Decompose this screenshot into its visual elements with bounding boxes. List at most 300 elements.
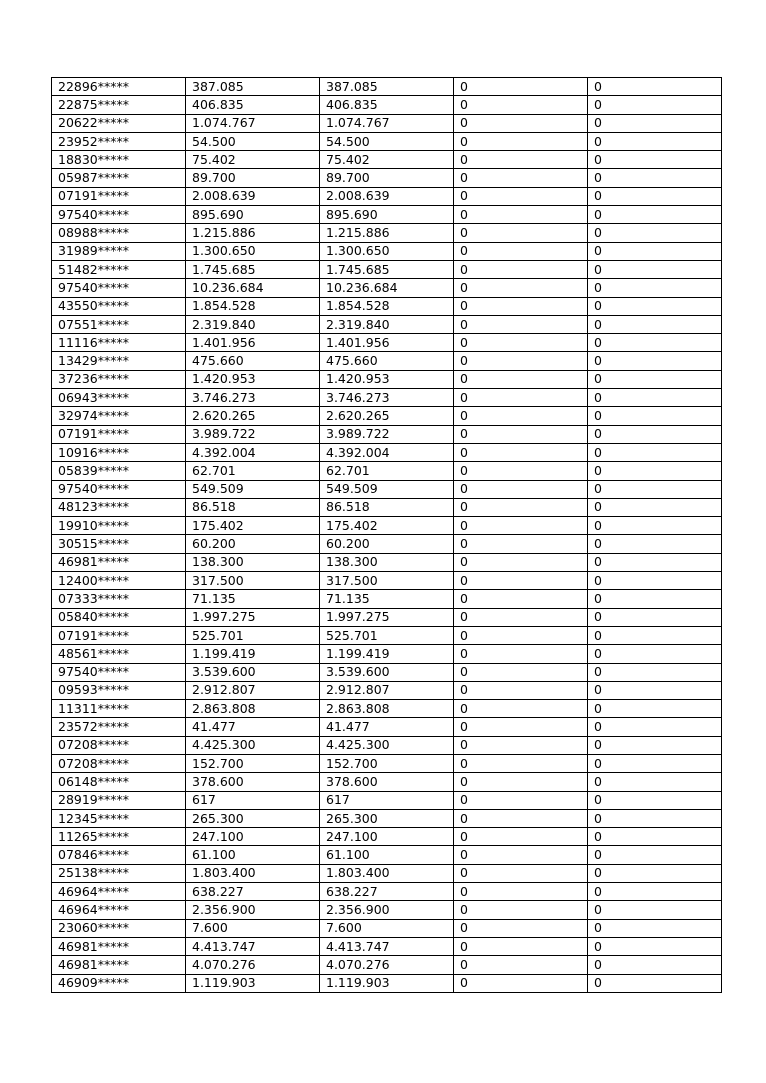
zero-cell-a: 0 xyxy=(454,956,588,974)
amount-repeat-cell: 2.319.840 xyxy=(320,315,454,333)
amount-cell: 1.199.419 xyxy=(186,645,320,663)
zero-cell-a: 0 xyxy=(454,206,588,224)
zero-cell-a: 0 xyxy=(454,718,588,736)
amount-repeat-cell: 3.539.600 xyxy=(320,663,454,681)
amount-cell: 2.912.807 xyxy=(186,681,320,699)
table-row xyxy=(52,883,722,901)
id-cell: 46981***** xyxy=(52,956,186,974)
amount-repeat-cell: 1.119.903 xyxy=(320,974,454,992)
zero-cell-b: 0 xyxy=(588,883,722,901)
amount-repeat-cell: 2.912.807 xyxy=(320,681,454,699)
amount-cell: 1.300.650 xyxy=(186,242,320,260)
amount-repeat-cell: 1.300.650 xyxy=(320,242,454,260)
table-row xyxy=(52,425,722,443)
amount-cell: 4.070.276 xyxy=(186,956,320,974)
zero-cell-b: 0 xyxy=(588,224,722,242)
amount-repeat-cell: 4.070.276 xyxy=(320,956,454,974)
id-cell: 07208***** xyxy=(52,736,186,754)
data-table xyxy=(51,77,722,993)
zero-cell-b: 0 xyxy=(588,754,722,772)
amount-cell: 3.539.600 xyxy=(186,663,320,681)
amount-repeat-cell: 1.215.886 xyxy=(320,224,454,242)
table-row xyxy=(52,754,722,772)
zero-cell-b: 0 xyxy=(588,956,722,974)
zero-cell-b: 0 xyxy=(588,590,722,608)
amount-repeat-cell: 638.227 xyxy=(320,883,454,901)
id-cell: 25138***** xyxy=(52,864,186,882)
zero-cell-a: 0 xyxy=(454,681,588,699)
table-row xyxy=(52,572,722,590)
zero-cell-b: 0 xyxy=(588,535,722,553)
id-cell: 07191***** xyxy=(52,187,186,205)
zero-cell-a: 0 xyxy=(454,846,588,864)
zero-cell-a: 0 xyxy=(454,224,588,242)
zero-cell-a: 0 xyxy=(454,480,588,498)
zero-cell-b: 0 xyxy=(588,352,722,370)
table-row xyxy=(52,224,722,242)
amount-cell: 475.660 xyxy=(186,352,320,370)
zero-cell-a: 0 xyxy=(454,700,588,718)
zero-cell-b: 0 xyxy=(588,389,722,407)
amount-cell: 1.803.400 xyxy=(186,864,320,882)
table-row xyxy=(52,809,722,827)
zero-cell-a: 0 xyxy=(454,279,588,297)
table-row xyxy=(52,773,722,791)
id-cell: 20622***** xyxy=(52,114,186,132)
id-cell: 48123***** xyxy=(52,498,186,516)
zero-cell-a: 0 xyxy=(454,572,588,590)
zero-cell-a: 0 xyxy=(454,608,588,626)
zero-cell-a: 0 xyxy=(454,901,588,919)
zero-cell-b: 0 xyxy=(588,334,722,352)
amount-repeat-cell: 265.300 xyxy=(320,809,454,827)
amount-repeat-cell: 2.356.900 xyxy=(320,901,454,919)
table-row xyxy=(52,462,722,480)
id-cell: 32974***** xyxy=(52,407,186,425)
amount-repeat-cell: 317.500 xyxy=(320,572,454,590)
amount-cell: 3.746.273 xyxy=(186,389,320,407)
table-row xyxy=(52,700,722,718)
id-cell: 51482***** xyxy=(52,260,186,278)
amount-repeat-cell: 378.600 xyxy=(320,773,454,791)
amount-repeat-cell: 152.700 xyxy=(320,754,454,772)
id-cell: 46981***** xyxy=(52,553,186,571)
id-cell: 23572***** xyxy=(52,718,186,736)
zero-cell-a: 0 xyxy=(454,151,588,169)
table-row xyxy=(52,132,722,150)
amount-cell: 1.074.767 xyxy=(186,114,320,132)
id-cell: 12345***** xyxy=(52,809,186,827)
id-cell: 46964***** xyxy=(52,883,186,901)
amount-repeat-cell: 895.690 xyxy=(320,206,454,224)
amount-repeat-cell: 1.401.956 xyxy=(320,334,454,352)
amount-repeat-cell: 549.509 xyxy=(320,480,454,498)
amount-repeat-cell: 1.803.400 xyxy=(320,864,454,882)
id-cell: 19910***** xyxy=(52,517,186,535)
zero-cell-a: 0 xyxy=(454,663,588,681)
zero-cell-b: 0 xyxy=(588,242,722,260)
zero-cell-b: 0 xyxy=(588,700,722,718)
table-row xyxy=(52,864,722,882)
zero-cell-a: 0 xyxy=(454,297,588,315)
zero-cell-a: 0 xyxy=(454,919,588,937)
table-row xyxy=(52,828,722,846)
table-row xyxy=(52,956,722,974)
table-row xyxy=(52,279,722,297)
amount-repeat-cell: 1.745.685 xyxy=(320,260,454,278)
id-cell: 07333***** xyxy=(52,590,186,608)
amount-repeat-cell: 71.135 xyxy=(320,590,454,608)
zero-cell-a: 0 xyxy=(454,187,588,205)
zero-cell-a: 0 xyxy=(454,114,588,132)
zero-cell-a: 0 xyxy=(454,352,588,370)
amount-cell: 1.401.956 xyxy=(186,334,320,352)
zero-cell-b: 0 xyxy=(588,114,722,132)
amount-repeat-cell: 406.835 xyxy=(320,96,454,114)
amount-repeat-cell: 247.100 xyxy=(320,828,454,846)
zero-cell-b: 0 xyxy=(588,718,722,736)
id-cell: 11116***** xyxy=(52,334,186,352)
zero-cell-b: 0 xyxy=(588,864,722,882)
amount-cell: 41.477 xyxy=(186,718,320,736)
id-cell: 30515***** xyxy=(52,535,186,553)
table-row xyxy=(52,553,722,571)
zero-cell-b: 0 xyxy=(588,919,722,937)
amount-cell: 1.854.528 xyxy=(186,297,320,315)
table-row xyxy=(52,736,722,754)
amount-cell: 7.600 xyxy=(186,919,320,937)
zero-cell-b: 0 xyxy=(588,681,722,699)
zero-cell-b: 0 xyxy=(588,96,722,114)
id-cell: 06943***** xyxy=(52,389,186,407)
zero-cell-a: 0 xyxy=(454,78,588,96)
id-cell: 31989***** xyxy=(52,242,186,260)
amount-repeat-cell: 89.700 xyxy=(320,169,454,187)
id-cell: 05987***** xyxy=(52,169,186,187)
table-row xyxy=(52,407,722,425)
table-row xyxy=(52,114,722,132)
id-cell: 97540***** xyxy=(52,480,186,498)
zero-cell-b: 0 xyxy=(588,901,722,919)
amount-cell: 549.509 xyxy=(186,480,320,498)
amount-cell: 378.600 xyxy=(186,773,320,791)
table-row xyxy=(52,517,722,535)
amount-repeat-cell: 10.236.684 xyxy=(320,279,454,297)
id-cell: 22896***** xyxy=(52,78,186,96)
table-row xyxy=(52,187,722,205)
amount-repeat-cell: 1.074.767 xyxy=(320,114,454,132)
zero-cell-a: 0 xyxy=(454,498,588,516)
amount-repeat-cell: 86.518 xyxy=(320,498,454,516)
id-cell: 12400***** xyxy=(52,572,186,590)
amount-cell: 61.100 xyxy=(186,846,320,864)
amount-repeat-cell: 525.701 xyxy=(320,626,454,644)
amount-cell: 2.008.639 xyxy=(186,187,320,205)
id-cell: 08988***** xyxy=(52,224,186,242)
zero-cell-b: 0 xyxy=(588,462,722,480)
id-cell: 11265***** xyxy=(52,828,186,846)
table-row xyxy=(52,901,722,919)
zero-cell-a: 0 xyxy=(454,169,588,187)
amount-cell: 60.200 xyxy=(186,535,320,553)
table-row xyxy=(52,791,722,809)
zero-cell-b: 0 xyxy=(588,78,722,96)
id-cell: 97540***** xyxy=(52,279,186,297)
amount-repeat-cell: 3.746.273 xyxy=(320,389,454,407)
zero-cell-a: 0 xyxy=(454,242,588,260)
table-row xyxy=(52,96,722,114)
zero-cell-b: 0 xyxy=(588,809,722,827)
amount-cell: 10.236.684 xyxy=(186,279,320,297)
zero-cell-a: 0 xyxy=(454,864,588,882)
table-row xyxy=(52,443,722,461)
zero-cell-b: 0 xyxy=(588,169,722,187)
zero-cell-b: 0 xyxy=(588,297,722,315)
amount-cell: 1.745.685 xyxy=(186,260,320,278)
amount-repeat-cell: 1.199.419 xyxy=(320,645,454,663)
table-row xyxy=(52,169,722,187)
id-cell: 07846***** xyxy=(52,846,186,864)
zero-cell-b: 0 xyxy=(588,260,722,278)
amount-repeat-cell: 41.477 xyxy=(320,718,454,736)
amount-repeat-cell: 175.402 xyxy=(320,517,454,535)
amount-cell: 895.690 xyxy=(186,206,320,224)
zero-cell-a: 0 xyxy=(454,883,588,901)
id-cell: 07551***** xyxy=(52,315,186,333)
amount-cell: 2.319.840 xyxy=(186,315,320,333)
amount-repeat-cell: 4.392.004 xyxy=(320,443,454,461)
zero-cell-b: 0 xyxy=(588,370,722,388)
zero-cell-b: 0 xyxy=(588,773,722,791)
zero-cell-a: 0 xyxy=(454,590,588,608)
amount-cell: 54.500 xyxy=(186,132,320,150)
zero-cell-a: 0 xyxy=(454,626,588,644)
zero-cell-a: 0 xyxy=(454,754,588,772)
id-cell: 18830***** xyxy=(52,151,186,169)
zero-cell-a: 0 xyxy=(454,535,588,553)
amount-repeat-cell: 62.701 xyxy=(320,462,454,480)
id-cell: 97540***** xyxy=(52,206,186,224)
amount-cell: 89.700 xyxy=(186,169,320,187)
zero-cell-a: 0 xyxy=(454,315,588,333)
id-cell: 05840***** xyxy=(52,608,186,626)
amount-repeat-cell: 54.500 xyxy=(320,132,454,150)
zero-cell-b: 0 xyxy=(588,315,722,333)
id-cell: 05839***** xyxy=(52,462,186,480)
zero-cell-a: 0 xyxy=(454,809,588,827)
zero-cell-a: 0 xyxy=(454,645,588,663)
zero-cell-b: 0 xyxy=(588,132,722,150)
amount-cell: 86.518 xyxy=(186,498,320,516)
table-row xyxy=(52,535,722,553)
table-row xyxy=(52,681,722,699)
zero-cell-a: 0 xyxy=(454,828,588,846)
table-row xyxy=(52,370,722,388)
amount-cell: 3.989.722 xyxy=(186,425,320,443)
id-cell: 10916***** xyxy=(52,443,186,461)
amount-cell: 138.300 xyxy=(186,553,320,571)
zero-cell-b: 0 xyxy=(588,846,722,864)
zero-cell-a: 0 xyxy=(454,974,588,992)
id-cell: 46909***** xyxy=(52,974,186,992)
zero-cell-b: 0 xyxy=(588,206,722,224)
table-row xyxy=(52,590,722,608)
amount-cell: 617 xyxy=(186,791,320,809)
zero-cell-b: 0 xyxy=(588,791,722,809)
amount-repeat-cell: 60.200 xyxy=(320,535,454,553)
table-row xyxy=(52,974,722,992)
id-cell: 37236***** xyxy=(52,370,186,388)
amount-cell: 71.135 xyxy=(186,590,320,608)
zero-cell-b: 0 xyxy=(588,645,722,663)
table-row xyxy=(52,315,722,333)
amount-cell: 1.420.953 xyxy=(186,370,320,388)
zero-cell-b: 0 xyxy=(588,151,722,169)
amount-cell: 4.392.004 xyxy=(186,443,320,461)
table-row xyxy=(52,846,722,864)
zero-cell-a: 0 xyxy=(454,407,588,425)
id-cell: 09593***** xyxy=(52,681,186,699)
amount-cell: 265.300 xyxy=(186,809,320,827)
amount-cell: 62.701 xyxy=(186,462,320,480)
amount-cell: 638.227 xyxy=(186,883,320,901)
amount-repeat-cell: 3.989.722 xyxy=(320,425,454,443)
amount-repeat-cell: 138.300 xyxy=(320,553,454,571)
zero-cell-b: 0 xyxy=(588,974,722,992)
table-row xyxy=(52,626,722,644)
table-row xyxy=(52,352,722,370)
table-row xyxy=(52,718,722,736)
zero-cell-a: 0 xyxy=(454,389,588,407)
amount-cell: 4.425.300 xyxy=(186,736,320,754)
amount-repeat-cell: 475.660 xyxy=(320,352,454,370)
zero-cell-b: 0 xyxy=(588,443,722,461)
table-row xyxy=(52,498,722,516)
zero-cell-a: 0 xyxy=(454,425,588,443)
amount-repeat-cell: 2.620.265 xyxy=(320,407,454,425)
table-row xyxy=(52,206,722,224)
zero-cell-b: 0 xyxy=(588,553,722,571)
amount-cell: 152.700 xyxy=(186,754,320,772)
table-row xyxy=(52,919,722,937)
amount-cell: 175.402 xyxy=(186,517,320,535)
id-cell: 43550***** xyxy=(52,297,186,315)
amount-cell: 247.100 xyxy=(186,828,320,846)
table-row xyxy=(52,78,722,96)
amount-repeat-cell: 75.402 xyxy=(320,151,454,169)
table-row xyxy=(52,608,722,626)
zero-cell-a: 0 xyxy=(454,96,588,114)
id-cell: 48561***** xyxy=(52,645,186,663)
id-cell: 46964***** xyxy=(52,901,186,919)
zero-cell-a: 0 xyxy=(454,132,588,150)
table-row xyxy=(52,389,722,407)
table-body xyxy=(52,78,722,993)
table-row xyxy=(52,260,722,278)
amount-repeat-cell: 387.085 xyxy=(320,78,454,96)
amount-cell: 525.701 xyxy=(186,626,320,644)
id-cell: 07191***** xyxy=(52,626,186,644)
amount-repeat-cell: 1.854.528 xyxy=(320,297,454,315)
amount-repeat-cell: 2.008.639 xyxy=(320,187,454,205)
zero-cell-b: 0 xyxy=(588,407,722,425)
id-cell: 23952***** xyxy=(52,132,186,150)
amount-cell: 2.863.808 xyxy=(186,700,320,718)
table-row xyxy=(52,937,722,955)
amount-cell: 4.413.747 xyxy=(186,937,320,955)
amount-cell: 1.119.903 xyxy=(186,974,320,992)
table-row xyxy=(52,645,722,663)
zero-cell-a: 0 xyxy=(454,334,588,352)
table-row xyxy=(52,242,722,260)
amount-cell: 1.997.275 xyxy=(186,608,320,626)
id-cell: 46981***** xyxy=(52,937,186,955)
zero-cell-a: 0 xyxy=(454,443,588,461)
zero-cell-b: 0 xyxy=(588,187,722,205)
id-cell: 28919***** xyxy=(52,791,186,809)
zero-cell-a: 0 xyxy=(454,736,588,754)
amount-cell: 2.356.900 xyxy=(186,901,320,919)
table-row xyxy=(52,334,722,352)
amount-cell: 406.835 xyxy=(186,96,320,114)
amount-repeat-cell: 1.420.953 xyxy=(320,370,454,388)
amount-repeat-cell: 617 xyxy=(320,791,454,809)
amount-cell: 1.215.886 xyxy=(186,224,320,242)
amount-cell: 2.620.265 xyxy=(186,407,320,425)
zero-cell-b: 0 xyxy=(588,425,722,443)
zero-cell-b: 0 xyxy=(588,480,722,498)
amount-repeat-cell: 1.997.275 xyxy=(320,608,454,626)
zero-cell-b: 0 xyxy=(588,663,722,681)
zero-cell-a: 0 xyxy=(454,937,588,955)
amount-repeat-cell: 2.863.808 xyxy=(320,700,454,718)
amount-repeat-cell: 61.100 xyxy=(320,846,454,864)
zero-cell-a: 0 xyxy=(454,773,588,791)
zero-cell-b: 0 xyxy=(588,517,722,535)
id-cell: 06148***** xyxy=(52,773,186,791)
zero-cell-a: 0 xyxy=(454,260,588,278)
zero-cell-a: 0 xyxy=(454,553,588,571)
zero-cell-a: 0 xyxy=(454,370,588,388)
zero-cell-b: 0 xyxy=(588,626,722,644)
zero-cell-a: 0 xyxy=(454,462,588,480)
zero-cell-b: 0 xyxy=(588,498,722,516)
id-cell: 07191***** xyxy=(52,425,186,443)
id-cell: 23060***** xyxy=(52,919,186,937)
zero-cell-b: 0 xyxy=(588,937,722,955)
table-row xyxy=(52,480,722,498)
amount-repeat-cell: 7.600 xyxy=(320,919,454,937)
amount-cell: 387.085 xyxy=(186,78,320,96)
amount-repeat-cell: 4.413.747 xyxy=(320,937,454,955)
amount-repeat-cell: 4.425.300 xyxy=(320,736,454,754)
id-cell: 13429***** xyxy=(52,352,186,370)
zero-cell-b: 0 xyxy=(588,736,722,754)
zero-cell-a: 0 xyxy=(454,791,588,809)
id-cell: 22875***** xyxy=(52,96,186,114)
amount-cell: 317.500 xyxy=(186,572,320,590)
id-cell: 97540***** xyxy=(52,663,186,681)
table-row xyxy=(52,297,722,315)
zero-cell-a: 0 xyxy=(454,517,588,535)
zero-cell-b: 0 xyxy=(588,828,722,846)
id-cell: 11311***** xyxy=(52,700,186,718)
zero-cell-b: 0 xyxy=(588,608,722,626)
zero-cell-b: 0 xyxy=(588,572,722,590)
table-row xyxy=(52,663,722,681)
id-cell: 07208***** xyxy=(52,754,186,772)
table-row xyxy=(52,151,722,169)
